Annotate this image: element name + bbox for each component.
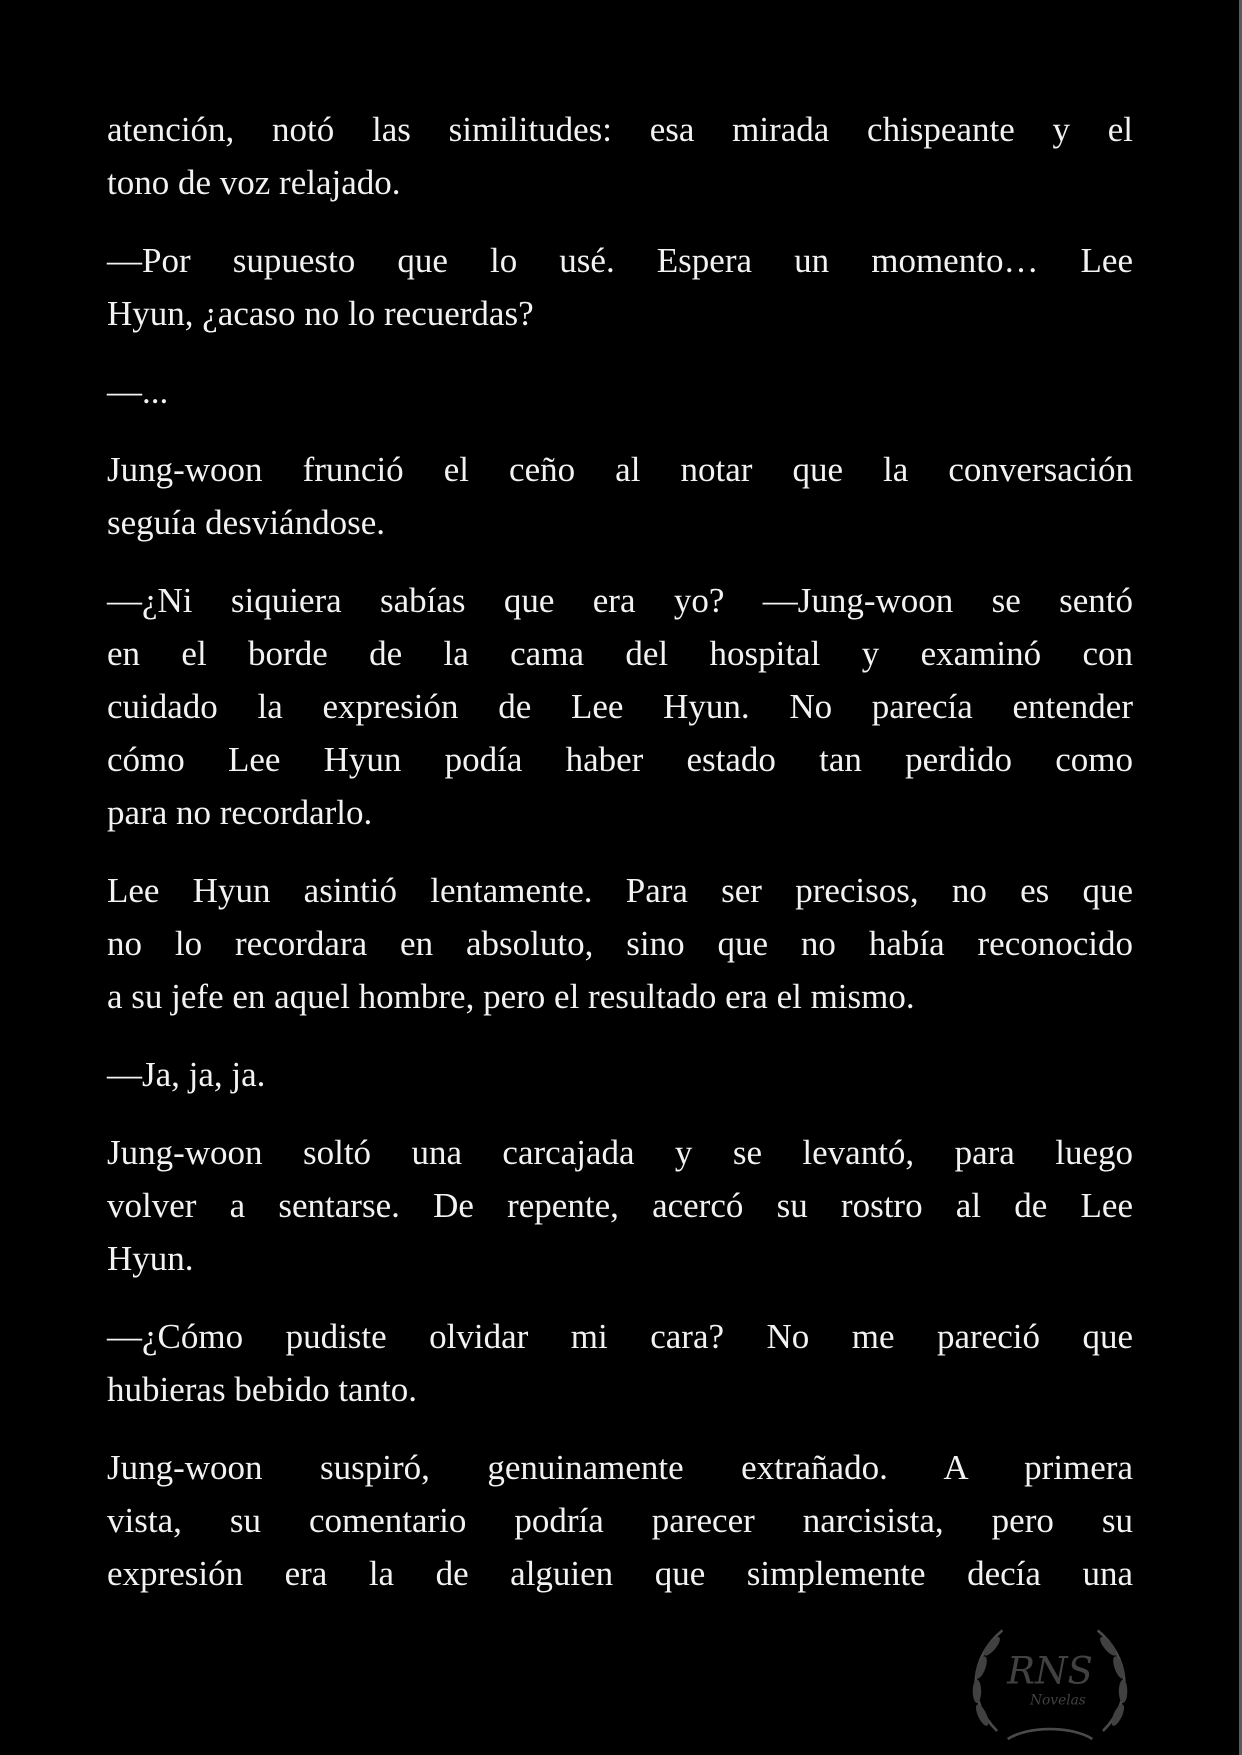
paragraph (107, 103, 1133, 209)
paragraph (107, 365, 1133, 418)
document-body (107, 103, 1133, 1625)
text-line: cuidado la expresión de Lee Hyun. No parecía entender (107, 687, 1133, 726)
text-line: Hyun, ¿acaso no lo recuerdas? (107, 294, 534, 333)
text-line: volver a sentarse. De repente, acercó su rostro al de Lee (107, 1186, 1133, 1225)
paragraph (107, 443, 1133, 549)
text-line: —... (107, 372, 169, 411)
text-line: cómo Lee Hyun podía haber estado tan perdido como (107, 740, 1133, 779)
paragraph (107, 1441, 1133, 1600)
paragraph (107, 234, 1133, 340)
text-line: no lo recordara en absoluto, sino que no había reconocido (107, 924, 1133, 963)
text-line: a su jefe en aquel hombre, pero el resultado era el mismo. (107, 977, 915, 1016)
watermark-logo (960, 1625, 1140, 1747)
text-line: vista, su comentario podría parecer narcisista, pero su (107, 1501, 1133, 1540)
text-line: tono de voz relajado. (107, 163, 401, 202)
text-line: Hyun. (107, 1239, 194, 1278)
text-line: hubieras bebido tanto. (107, 1370, 418, 1409)
text-line: Lee Hyun asintió lentamente. Para ser precisos, no es que (107, 871, 1133, 910)
paragraph (107, 864, 1133, 1023)
paragraph (107, 1310, 1133, 1416)
text-line: —Por supuesto que lo usé. Espera un momento… Lee (107, 241, 1133, 280)
watermark-logo-text: RNS (1007, 1649, 1093, 1693)
text-line: Jung-woon suspiró, genuinamente extrañado. A primera (107, 1448, 1133, 1487)
text-line: Jung-woon frunció el ceño al notar que la conversación (107, 450, 1133, 489)
watermark-sub-text: Novelas (1030, 1692, 1086, 1709)
text-line: —¿Cómo pudiste olvidar mi cara? No me pareció que (107, 1317, 1133, 1356)
text-line: Jung-woon soltó una carcajada y se levantó, para luego (107, 1133, 1133, 1172)
text-line: seguía desviándose. (107, 503, 385, 542)
paragraph (107, 1126, 1133, 1285)
text-line: expresión era la de alguien que simplemente decía una (107, 1554, 1133, 1593)
text-line: —Ja, ja, ja. (107, 1055, 266, 1094)
text-line: para no recordarlo. (107, 793, 373, 832)
paragraph (107, 1048, 1133, 1101)
text-line: atención, notó las similitudes: esa mirada chispeante y el (107, 110, 1133, 149)
text-line: en el borde de la cama del hospital y examinó con (107, 634, 1133, 673)
paragraph (107, 574, 1133, 839)
text-line: —¿Ni siquiera sabías que era yo? —Jung-woon se sentó (107, 581, 1133, 620)
